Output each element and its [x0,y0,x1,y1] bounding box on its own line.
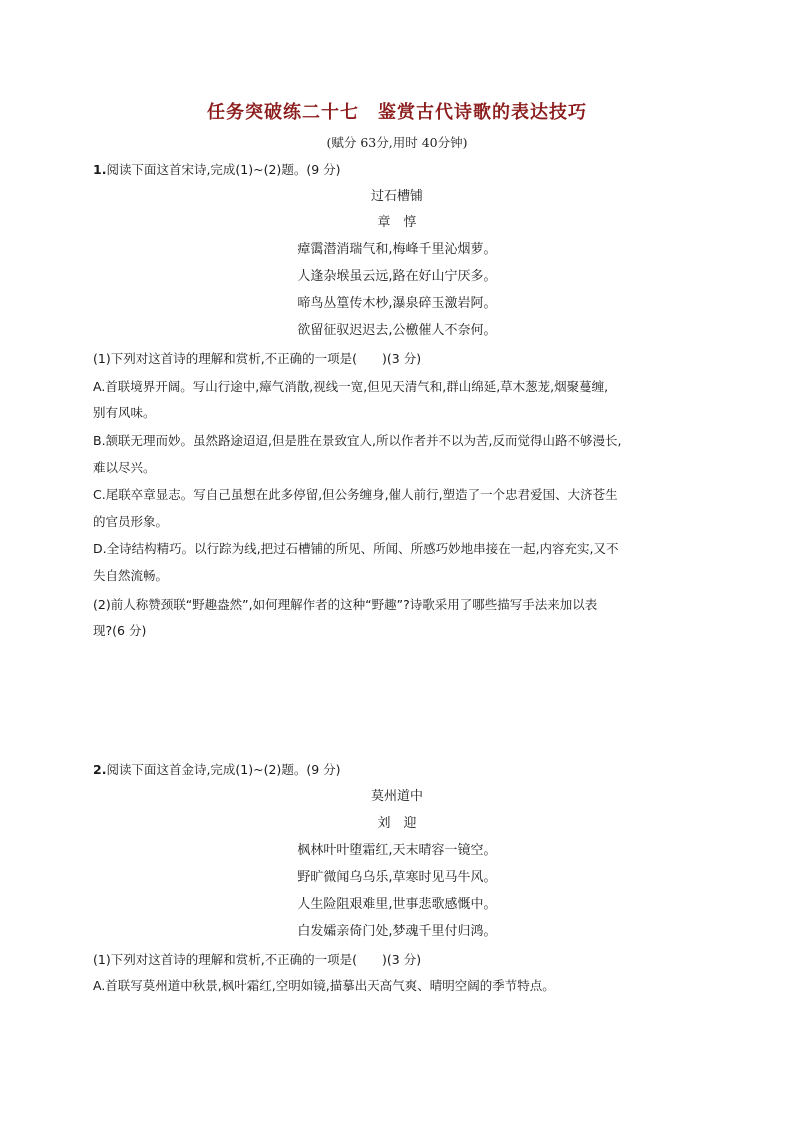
poem-2-line: 野旷微闻乌乌乐,草寒时见马牛风。 [297,870,497,885]
option-a-line: 别有风味。 [93,405,156,420]
poem-1-line: 啼鸟丛篁传木杪,瀑泉碎玉激岩阿。 [297,296,497,311]
question-1-sub1: (1)下列对这首诗的理解和赏析,不正确的一项是( )(3 分) [93,351,422,366]
option-b-line: B.颔联无理而妙。虽然路途迢迢,但是胜在景致宜人,所以作者并不以为苦,反而觉得山路不够漫长, [93,433,622,448]
question-2-sub1: (1)下列对这首诗的理解和赏析,不正确的一项是( )(3 分) [93,952,422,967]
question-2-text: 阅读下面这首金诗,完成(1)~(2)题。(9 分) [106,762,341,777]
poem-1-line: 瘴霭潜消瑞气和,梅峰千里沁烟萝。 [297,242,497,257]
option-d-line: 失自然流畅。 [93,568,169,583]
option-d-line: D.全诗结构精巧。以行踪为线,把过石槽铺的所见、所闻、所感巧妙地串接在一起,内容充实,又不 [93,541,619,556]
question-2-number: 2. [93,762,107,777]
poem-2-author: 刘 迎 [377,816,417,831]
poem-2-line: 枫林叶叶堕霜红,天末晴容一镜空。 [297,843,497,858]
poem-1-line: 人逢杂堠虽云远,路在好山宁厌多。 [297,269,497,284]
question-1-sub2: (2)前人称赞颈联“野趣盎然”,如何理解作者的这种“野趣”?诗歌采用了哪些描写手法来加以表 [93,597,598,612]
poem-1-title: 过石槽铺 [370,189,423,204]
option-a-line: A.首联境界开阔。写山行途中,瘴气消散,视线一宽,但见天清气和,群山绵延,草木葱茏,烟聚蔓缠, [93,379,609,394]
poem-1-line: 欲留征驭迟迟去,公檄催人不奈何。 [297,323,497,338]
question-1-text: 阅读下面这首宋诗,完成(1)~(2)题。(9 分) [106,162,341,177]
question-1-number: 1. [93,162,107,177]
poem-2-title: 莫州道中 [370,789,423,804]
poem-2-line: 白发孀亲倚门处,梦魂千里付归鸿。 [297,924,497,939]
poem-1-author: 章 惇 [377,215,417,230]
poem-2-line: 人生险阻艰难里,世事悲歌感慨中。 [297,897,497,912]
page-title: 任务突破练二十七 鉴赏古代诗歌的表达技巧 [207,102,587,123]
question-1-sub2: 现?(6 分) [93,623,147,638]
page-subtitle: (赋分 63分,用时 40分钟) [326,135,468,150]
question-1-intro [93,161,723,179]
option-c-line: 的官员形象。 [93,514,169,529]
option-b-line: 难以尽兴。 [93,460,156,475]
option-a-line: A.首联写莫州道中秋景,枫叶霜红,空明如镜,描摹出天高气爽、晴明空阔的季节特点。 [93,978,555,993]
question-2-intro [93,761,723,779]
option-c-line: C.尾联卒章显志。写自己虽想在此多停留,但公务缠身,催人前行,塑造了一个忠君爱国、大济苍生 [93,487,618,502]
